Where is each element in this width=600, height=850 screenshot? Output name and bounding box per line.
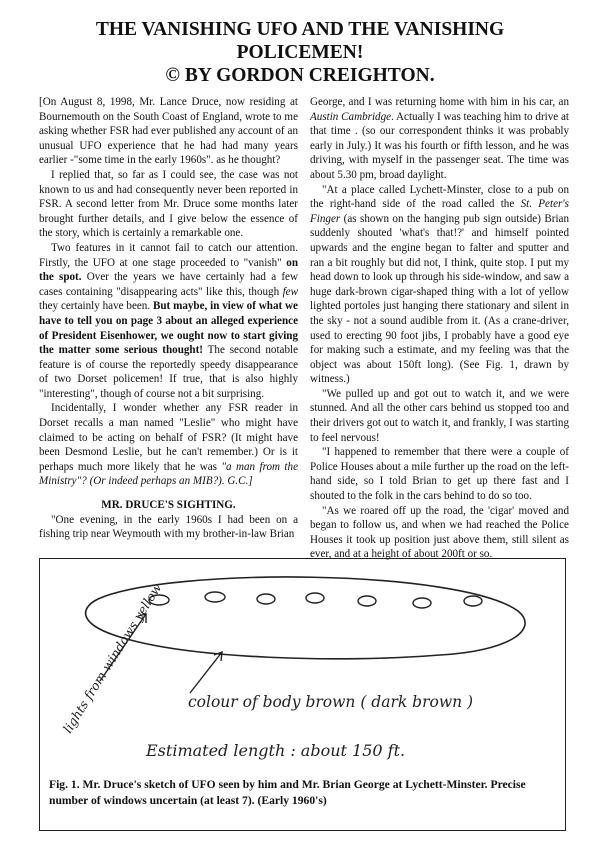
- sighting-paragraph-1: "One evening, in the early 1960s I had been on a fishing trip near Weymouth with my brother-in-law Brian: [39, 513, 298, 541]
- right-column: [310, 95, 569, 562]
- window-3: [257, 594, 275, 604]
- features-paragraph: Two features in it cannot fail to catch our attention. Firstly, the UFO at one stage proceeded to "vanish" on the spot. Over the years we have certainly had a few cases containing "disappearing acts" like this, though few they certainly have been. But maybe, in view of what we have to tell you on page 3 about an alleged experience of President Eisenhower, we ought now to start giving the matter some serious thought! The second notable feature is of course the reportedly speedy disappearance of two Dorset policemen! If true, that is also highly "interesting", though of course not a bit surprising.: [39, 241, 299, 400]
- title-line-3: © BY GORDON CREIGHTON.: [165, 65, 435, 86]
- section-heading: MR. DRUCE'S SIGHTING.: [101, 499, 236, 512]
- title-line-1: THE VANISHING UFO AND THE VANISHING: [95, 19, 505, 40]
- window-2: [205, 592, 225, 602]
- title-line-2: POLICEMEN!: [236, 42, 364, 63]
- reply-paragraph: I replied that, so far as I could see, the case was not known to us and had consequently never been reported in FSR. A second letter from Mr. Druce some months later brought further details, and I give below the essence of the story, which is certainly a remarkable one.: [39, 168, 298, 240]
- note-length: Estimated length : about 150 ft.: [146, 741, 406, 760]
- sighting-paragraph-6: "As we roared off up the road, the 'cigar' moved and began to follow us, and when we had reached the Police Houses it took up position just above them, still silent as ever, and at a height of about 200ft or so.: [310, 504, 569, 561]
- figure-caption: Fig. 1. Mr. Druce's sketch of UFO seen by him and Mr. Brian George at Lychett-Minster. Precise number of windows uncertain (at least 7). (Early 1960's): [49, 778, 526, 807]
- note-colour: colour of body brown ( dark brown ): [188, 693, 474, 711]
- arrow-to-body: [190, 652, 222, 693]
- sighting-paragraph-2: George, and I was returning home with him in his car, an Austin Cambridge. Actually I was teaching him to drive at that time . (so our correspondent thinks it was probably early in July.) It was his fourth or fifth lesson, and he was driving, with myself in the passenger seat. The time was about 5.30 pm, broad daylight.: [310, 96, 569, 181]
- window-4: [306, 593, 324, 603]
- article-title: [0, 18, 600, 87]
- ufo-sketch-drawing: [40, 559, 564, 774]
- left-column: [39, 95, 298, 542]
- sighting-paragraph-5: "I happened to remember that there were a couple of Police Houses about a mile further up the road on the left-hand side, so I told Brian to get up there fast and I shouted to the folk in the cars behind to do so too.: [310, 446, 569, 503]
- note-lights: lights from windows yellow: [59, 580, 165, 736]
- sighting-paragraph-3: "At a place called Lychett-Minster, close to a pub on the right-hand side of the road called the St. Peter's Finger (as shown on the hanging pub sign outside) Brian suddenly shouted 'what's that!?' and himself pointed upwards and the engine began to falter and sputter and ran a bit roughly but did not, I think, quite stop. I put my head down to look up through his side-window, and saw a huge dark-brown cigar-shaped thing with a lot of yellow lighted portoles just hanging there stationary and silent in the sky - not a sound audible from it. (As a crane-driver, used to erecting 90 foot jibs, I probably have a good eye for making such a estimate, and my feeling was that the object was about 150ft long). (See Fig. 1, drawn by witness.): [310, 183, 569, 386]
- window-5: [358, 596, 376, 606]
- sighting-paragraph-4: "We pulled up and got out to watch it, and we were stunned. And all the other cars behind us stopped too and their drivers got out to watch it, and frankly, I was starting to feel nervous!: [310, 387, 569, 444]
- ufo-sketch-figure: [39, 558, 566, 831]
- intro-paragraph: [On August 8, 1998, Mr. Lance Druce, now residing at Bournemouth on the South Coast of England, wrote to me asking whether FSR had ever published any account of an unusual UFO experience that he had had many years earlier -"some time in the early 1960s". as he thought?: [39, 96, 298, 167]
- window-7: [464, 596, 482, 606]
- leslie-paragraph: Incidentally, I wonder whether any FSR reader in Dorset recalls a man named "Leslie" who might have claimed to be acting on behalf of FSR? (It might have been Desmond Leslie, but he can't remember.) Or is it perhaps much more likely that he was "a man from the Ministry"? (Or indeed perhaps an MIB?). G.C.]: [39, 402, 298, 488]
- window-6: [413, 598, 431, 608]
